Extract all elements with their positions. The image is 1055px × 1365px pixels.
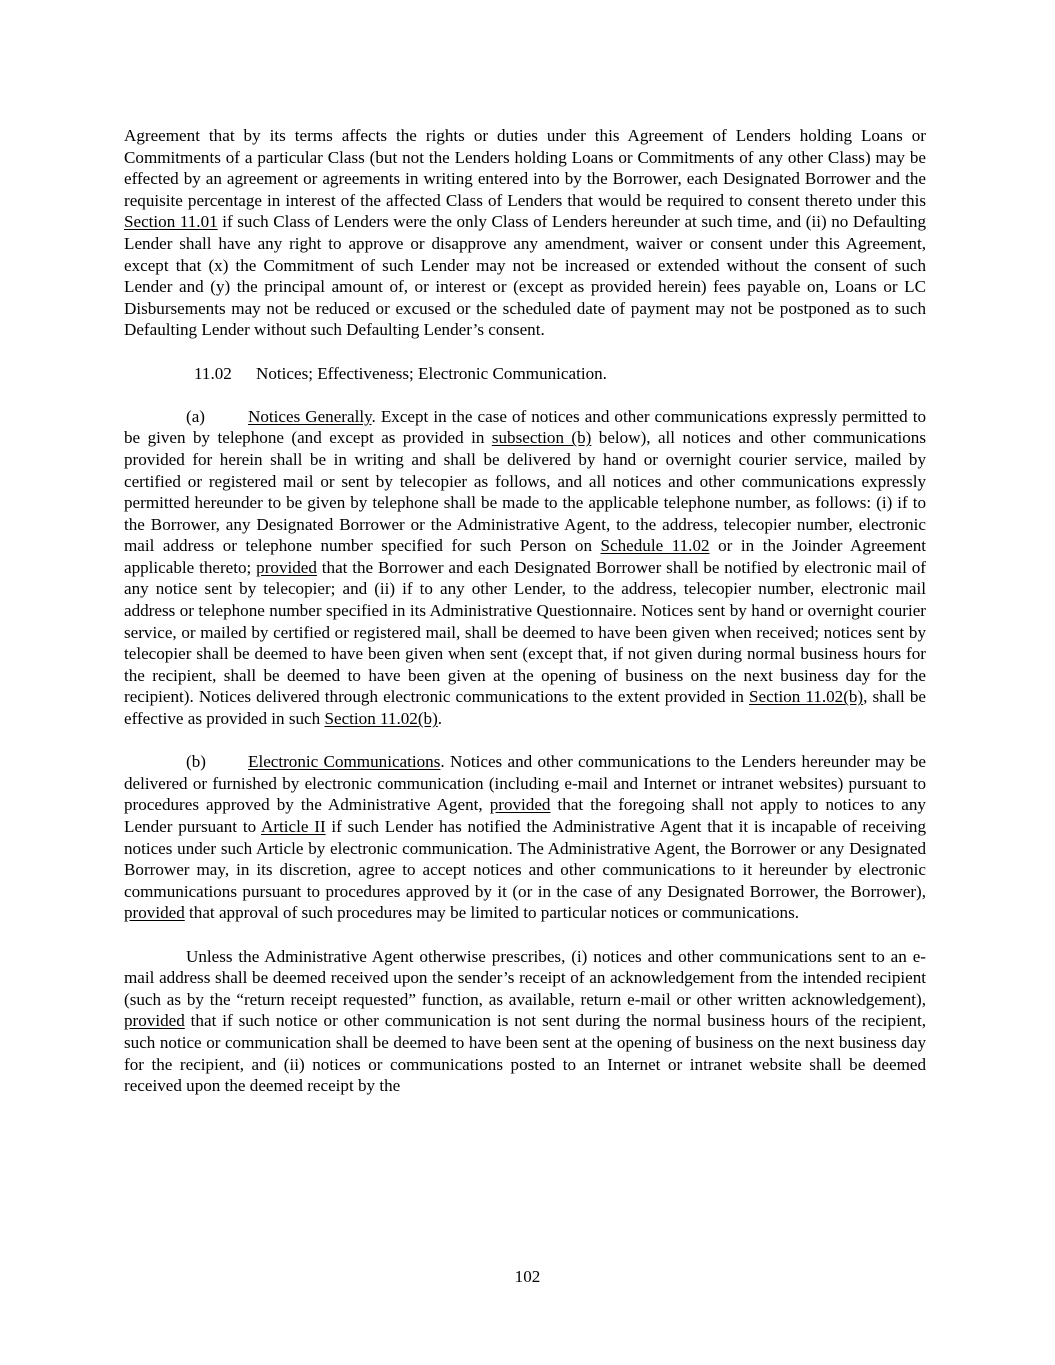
page-number: 102 (514, 1267, 541, 1286)
paragraph-label: (a) (186, 406, 205, 426)
section-title: Notices; Effectiveness; Electronic Communication. (256, 363, 607, 383)
paragraph-text: that approval of such procedures may be limited to particular notices or communications. (184, 903, 800, 923)
paragraph-text: that if such notice or other communication is not sent during the normal business hours of the recipient, such notice or communication shall be deemed to have been sent at the opening of business on the next business day for the recipient, and (ii) notices or communications posted to an Internet or intranet website shall be deemed received upon the deemed receipt by the (124, 1011, 926, 1096)
section-reference: Section 11.02(b) (324, 709, 438, 729)
paragraph-text: that the Borrower and each Designated Borrower shall be notified by electronic mail of any notice sent by telecopier; and (ii) if to any other Lender, to the address, telecopier number, electronic mail address or telephone number specified in its Administrative Questionnaire. Notices sent by hand or overnight courier service, or mailed by certified or registered mail, shall be deemed to have been given when received; notices sent by telecopier shall be deemed to have been given when sent (except that, if not given during normal business hours for the recipient, shall be deemed to have been given at the opening of business on the next business day for the recipient). Notices delivered through electronic communications to the extent provided in (124, 557, 926, 707)
paragraph-a (124, 406, 926, 730)
paragraph-text: . (437, 709, 443, 729)
paragraph-continuation (124, 125, 926, 341)
paragraph-b (124, 751, 926, 924)
section-reference: Section 11.01 (124, 212, 218, 232)
paragraph-heading: Electronic Communications (248, 752, 441, 772)
paragraph-text: that the foregoing shall not apply to notices to any Lender pursuant to (124, 795, 926, 836)
paragraph-text: . Except in the case of notices and other communications expressly permitted to be given by telephone (and except as provided in (124, 406, 926, 448)
paragraph-text: Unless the Administrative Agent otherwise prescribes, (i) notices and other communications sent to an e-mail address shall be deemed received upon the sender’s receipt of an acknowledgement from the intended recipient (such as by the “return receipt requested” function, as available, return e-mail or other written acknowledgement), (124, 946, 926, 1009)
paragraph-text: Agreement that by its terms affects the rights or duties under this Agreement of Lenders holding Loans or Commitments of a particular Class (but not the Lenders holding Loans or Commitments of any other Class) may be effected by an agreement or agreements in writing entered into by the Borrower, each Designated Borrower and the requisite percentage in interest of the affected Class of Lenders that would be required to consent thereto under this (124, 126, 926, 210)
document-body (124, 125, 926, 1118)
paragraph-text: . Notices and other communications to the Lenders hereunder may be delivered or furnished by electronic communication (including e-mail and Internet or intranet websites) pursuant to procedures approved by the Administrative Agent, (124, 752, 927, 815)
provided-term: provided (124, 1011, 185, 1031)
paragraph-heading: Notices Generally (248, 406, 372, 426)
paragraph-label: (b) (186, 752, 206, 772)
provided-term: provided (256, 557, 317, 577)
paragraph-text: , shall be effective as provided in such (124, 687, 926, 729)
paragraph-text: or in the Joinder Agreement applicable thereto; (124, 536, 926, 577)
section-heading (124, 363, 926, 385)
subsection-reference: subsection (b) (491, 428, 592, 448)
article-reference: Article II (261, 817, 326, 836)
paragraph-text: below), all notices and other communications provided for herein shall be in writing and shall be delivered by hand or overnight courier service, mailed by certified or registered mail or sent by telecopier as follows, and all notices and other communications expressly permitted hereunder to be given by telephone shall be made to the applicable telephone number, as follows: (i) if to the Borrower, any Designated Borrower or the Administrative Agent, to the address, telecopier number, electronic mail address or telephone number specified for such Person on (124, 428, 926, 556)
section-number: 11.02 (194, 363, 232, 383)
schedule-reference: Schedule 11.02 (600, 536, 710, 556)
section-reference: Section 11.02(b) (749, 687, 864, 707)
paragraph-c (124, 946, 926, 1097)
provided-term: provided (124, 903, 185, 923)
paragraph-text: if such Class of Lenders were the only Class of Lenders hereunder at such time, and (ii) no Defaulting Lender shall have any right to approve or disapprove any amendment, waiver or consent under this Agreement, except that (x) the Commitment of such Lender may not be increased or extended without the consent of such Lender and (y) the principal amount of, or interest or (except as provided herein) fees payable on, Loans or LC Disbursements may not be reduced or excused or the scheduled date of payment may not be postponed as to such Defaulting Lender without such Defaulting Lender’s consent. (124, 212, 926, 340)
paragraph-text: if such Lender has notified the Administrative Agent that it is incapable of receiving notices under such Article by electronic communication. The Administrative Agent, the Borrower or any Designated Borrower may, in its discretion, agree to accept notices and other communications to it hereunder by electronic communications pursuant to procedures approved by it (or in the case of any Designated Borrower, the Borrower), (124, 817, 926, 901)
provided-term: provided (489, 795, 551, 815)
